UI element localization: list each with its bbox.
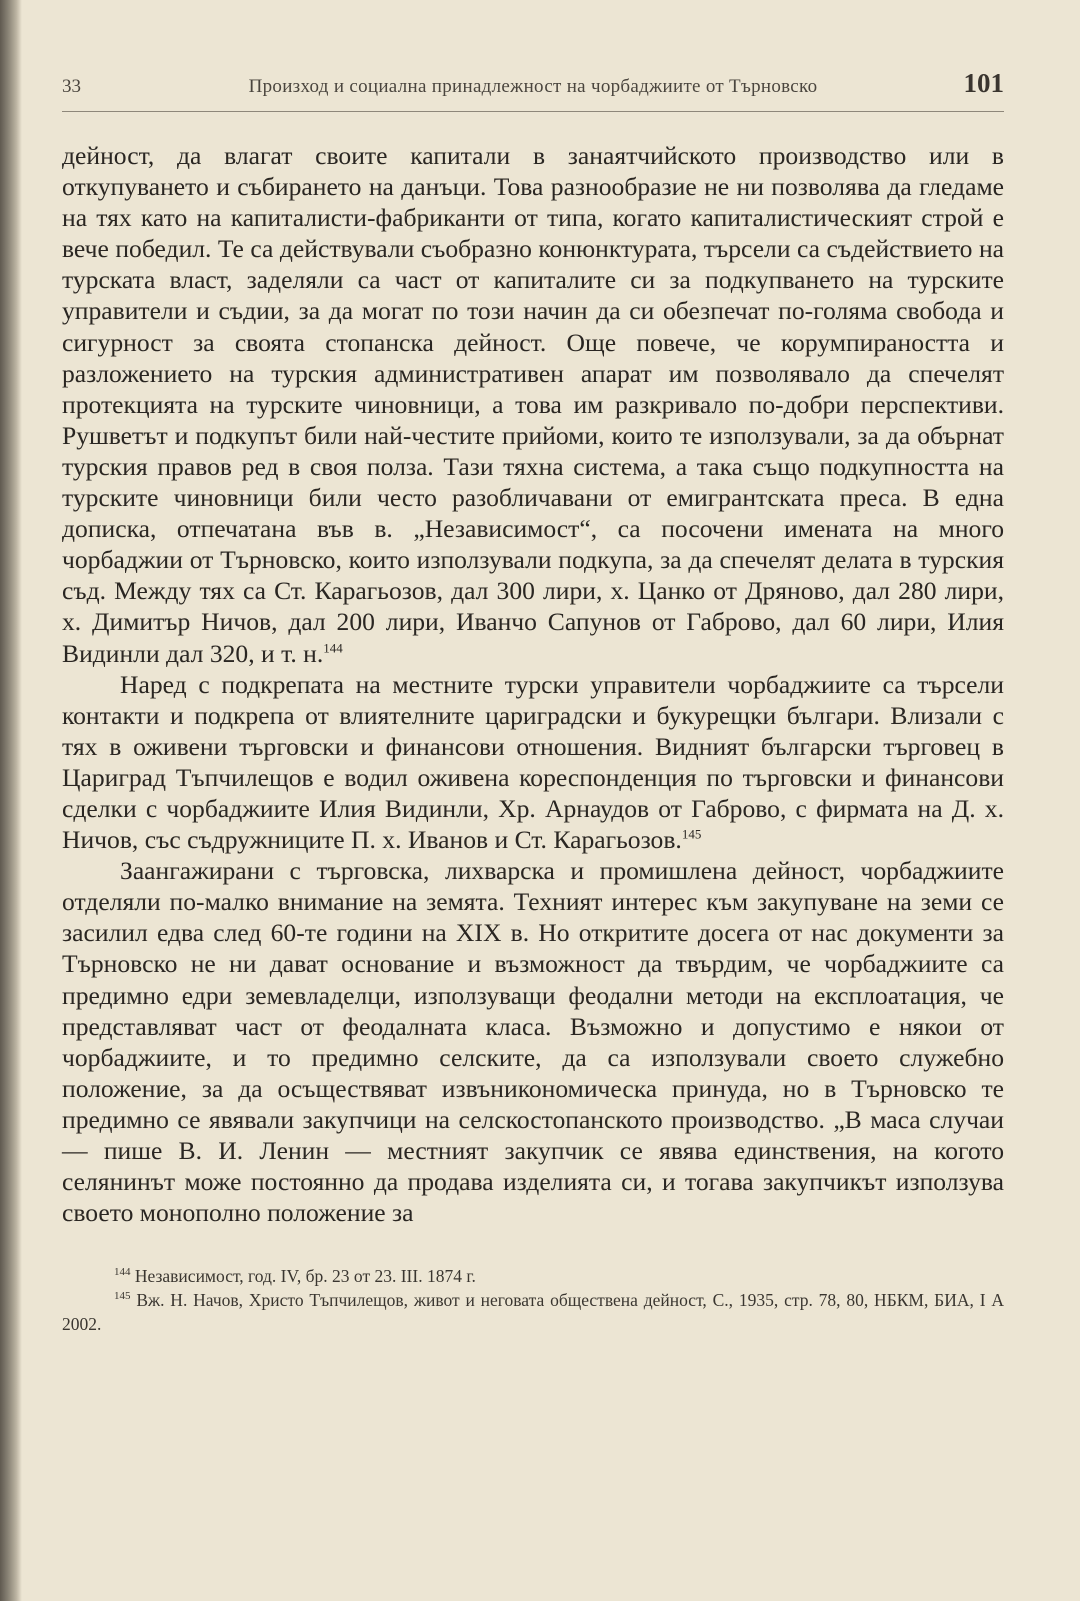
footnote-number: 145 <box>114 1290 131 1303</box>
right-page-number: 101 <box>963 68 1004 98</box>
paragraph-3 <box>62 855 1004 1228</box>
paragraph-3-text: Заангажирани с търговска, лихварска и промишлена дейност, чорбаджиите отделяли по-малко внимание на земята. Техният интерес към закупуване на земи се засилил едва след 60-те години на XIX в. Но откритите досега от нас документи за Търновско не ни дават основание и възможност да твърдим, че чорбаджиите са предимно едри земевладелци, използуващи феодални методи на експлоатация, че представляват част от феодалната класа. Възможно и допустимо е някои от чорбаджиите, и то предимно селските, да са използували своето служебно положение, за да осъществяват извъникономическа принуда, но в Търновско те предимно се явявали закупчици на селскостопанското производство. „В маса случаи — пише В. И. Ленин — местният закупчик се явява единствения, на когото селянинът може постоянно да продава изделията си, и тогава закупчикът използува своето монополно положение за <box>62 856 1004 1228</box>
paragraph-1 <box>62 140 1004 669</box>
running-head <box>62 68 1004 112</box>
footnote-ref-144: 144 <box>323 639 343 655</box>
footnote-number: 144 <box>114 1266 131 1279</box>
paragraph-2-text: Наред с подкрепата на местните турски управители чорбаджиите са търсели контакти и подкрепа от влиятелните цариградски и букурещки българи. Влизали с тях в оживени търговски и финансови отношения. Видният български търговец в Цариград Тъпчилещов е водил оживена кореспонденция по търговски и финансови сделки с чорбаджиите Илия Видинли, Хр. Арнаудов от Габрово, с фирмата на Д. х. Ничов, със съдружниците П. х. Иванов и Ст. Карагьозов. <box>62 669 1004 855</box>
binding-edge <box>0 0 22 1601</box>
footnote-text: Независимост, год. IV, бр. 23 от 23. III. 1874 г. <box>134 1266 476 1287</box>
paragraph-1-text: дейност, да влагат своите капитали в занаятчийското производство или в откупуването и събирането на данъци. Това разнообразие не ни позволява да гледаме на тях като на капиталисти-фабриканти от типа, когато капиталистическият строй е вече победил. Те са действували съобразно конюнктурата, търсели са съдействието на турската власт, заделяли са част от капиталите си за подкупването на турските управители и съдии, за да могат по този начин да си обезпечат по-голяма свобода и сигурност за своята стопанска дейност. Още повече, че корумпираността и разложението на турския административен апарат им позволявало да спечелят протекцията на турските чиновници, а това им разкривало по-добри перспективи. Рушветът и подкупът били най-честите прийоми, които те използували, за да обърнат турския правов ред в своя полза. Тази тяхна система, а така също подкупността на турските чиновници били често разобличавани от емигрантската преса. В една дописка, отпечатана във в. „Независимост“, са посочени имената на много чорбаджии от Търновско, които използували подкупа, за да спечелят делата в турския съд. Между тях са Ст. Карагьозов, дал 300 лири, х. Цанко от Дряново, дал 280 лири, х. Димитър Ничов, дал 200 лири, Иванчо Сапунов от Габрово, дал 60 лири, Илия Видинли дал 320, и т. н. <box>62 141 1004 668</box>
footnote-ref-145: 145 <box>681 826 702 842</box>
book-page <box>62 68 1004 1336</box>
body-text <box>62 140 1004 1228</box>
footnotes <box>62 1264 1004 1336</box>
paragraph-2 <box>62 669 1004 856</box>
footnote-144 <box>62 1264 1004 1288</box>
running-title: Произход и социална принадлежност на чорбаджиите от Търновско <box>248 76 818 97</box>
footnote-145 <box>62 1288 1004 1336</box>
left-page-number: 33 <box>62 76 81 97</box>
footnote-text: Вж. Н. Начов, Христо Тъпчилещов, живот и неговата обществена дейност, С., 1935, стр. 78, 80, НБКМ, БИА, I А 2002. <box>62 1290 1005 1335</box>
